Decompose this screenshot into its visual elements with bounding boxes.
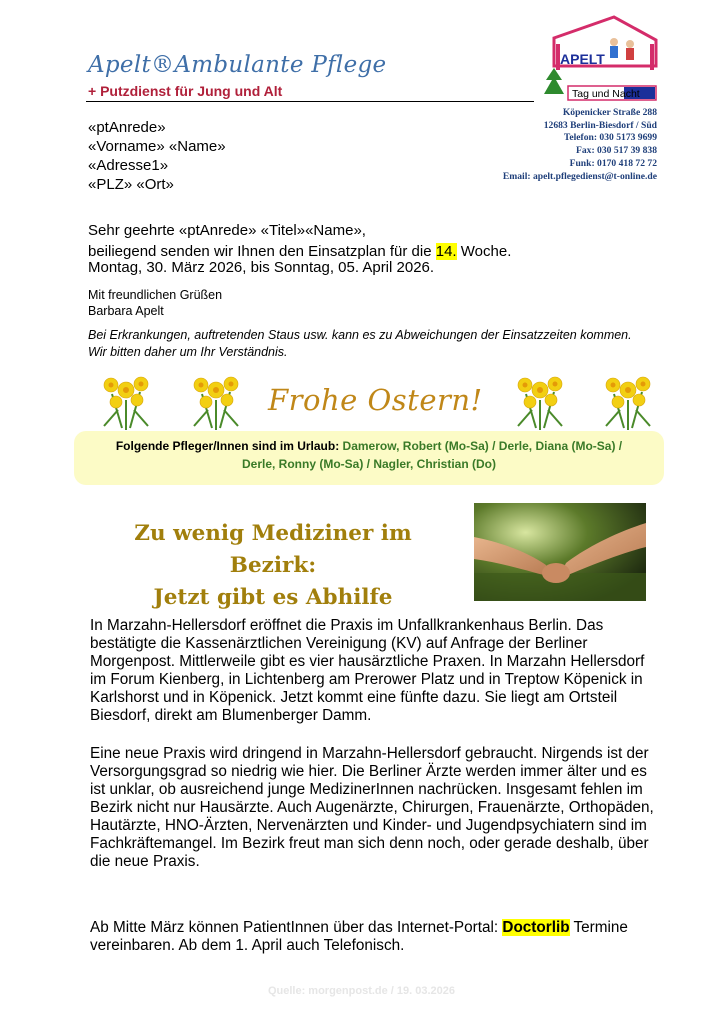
headline-line2: Jetzt gibt es Abhilfe: [153, 585, 393, 610]
recipient-address: [88, 118, 226, 194]
date-range: Montag, 30. März 2026, bis Sonntag, 05. April 2026.: [88, 259, 435, 276]
header-divider: [86, 101, 534, 102]
signature-block: [88, 288, 222, 319]
holiday-notice: [74, 437, 664, 473]
company-subtitle: + Putzdienst für Jung und Alt: [88, 83, 283, 99]
logo-tagline: Tag und Nacht: [572, 88, 640, 100]
letter-salutation: Sehr geehrte «ptAnrede» «Titel»«Name»,: [88, 222, 366, 239]
letter-intro: [88, 244, 511, 276]
company-logo: [540, 14, 660, 104]
p3-text-end: Termine vereinbaren. Ab dem 1. April auch Telefonisch.: [90, 919, 628, 954]
easter-greeting: Frohe Ostern!: [268, 383, 483, 417]
intro-suffix: Woche.: [456, 243, 512, 260]
article-headline: [88, 518, 458, 614]
article-paragraph-3: [90, 919, 660, 955]
delay-note: Bei Erkrankungen, auftretenden Staus usw. kann es zu Abweichungen der Einsatzzeiten kommen. Wir bitten daher um Ihr Verständnis.: [88, 328, 632, 359]
portal-name: Doctorlib: [502, 919, 570, 936]
contact-city: 12683 Berlin-Biesdorf / Süd: [543, 119, 657, 131]
closing: Mit freundlichen Grüßen: [88, 288, 223, 302]
contact-mobile: Funk: 0170 418 72 72: [569, 157, 657, 169]
signer-name: Barbara Apelt: [88, 303, 164, 318]
address-name: «Vorname» «Name»: [88, 138, 226, 155]
contact-street: Köpenicker Straße 288: [562, 107, 657, 118]
contact-block: [503, 107, 657, 183]
source-citation: Quelle: morgenpost.de / 19. 03.2026: [267, 985, 456, 997]
holiday-names-line1: Damerow, Robert (Mo-Sa) / Derle, Diana (Mo-Sa) /: [339, 439, 623, 453]
article-paragraph-1: In Marzahn-Hellersdorf eröffnet die Praxis im Unfallkrankenhaus Berlin. Das bestätigte die Kassenärztlichen Vereinigung (KV) auf Anfrage der Berliner Morgenpost. Mittlerweile gibt es vier hausärztliche Praxen. In Marzahn Hellersdorf im Forum Kienberg, in Lichtenberg am Prerower Platz und in Treptow Köpenick in Karlshorst und in Köpenick. Jetzt kommt eine fünfte dazu. Sie liegt am Ortsteil Biesdorf, direkt am Blumenberger Damm.: [90, 617, 645, 724]
week-number: 14.: [435, 243, 457, 260]
headline-line1: Zu wenig Mediziner im Bezirk:: [134, 521, 412, 578]
holiday-label: Folgende Pfleger/Innen sind im Urlaub:: [115, 439, 340, 453]
daffodil-icon: [188, 370, 244, 432]
daffodil-icon: [512, 370, 568, 432]
address-street: «Adresse1»: [88, 157, 169, 174]
contact-phone: Telefon: 030 5173 9699: [563, 132, 657, 144]
logo-name: APELT: [560, 51, 605, 67]
holiday-names-line2: Derle, Ronny (Mo-Sa) / Nagler, Christian (Do): [241, 457, 497, 471]
contact-email[interactable]: Email: apelt.pflegedienst@t-online.de: [502, 170, 657, 182]
address-city: «PLZ» «Ort»: [88, 176, 174, 193]
company-name: Apelt®Ambulante Pflege: [88, 52, 387, 78]
holding-hands-photo: [474, 503, 646, 601]
p3-text: Ab Mitte März können PatientInnen über das Internet-Portal:: [90, 919, 503, 936]
intro-text: beiliegend senden wir Ihnen den Einsatzplan für die: [88, 243, 436, 260]
contact-fax: Fax: 030 517 39 838: [575, 145, 657, 157]
address-salutation: «ptAnrede»: [88, 119, 166, 136]
daffodil-icon: [98, 370, 154, 432]
daffodil-icon: [600, 370, 656, 432]
article-paragraph-2: Eine neue Praxis wird dringend in Marzahn-Hellersdorf gebraucht. Nirgends ist der Versorgungsgrad so niedrig wie hier. Die Berliner Ärzte werden immer älter und es ist unklar, ob ausreichend junge MedizinerInnen nachrücken. Insgesamt fehlen im Bezirk nicht nur Hausärzte. Auch Augenärzte, Chirurgen, Frauenärzte, Orthopäden, Hautärzte, HNO-Ärzten, Nervenärzten und Kinder- und Jugendpsychiatern sind im Fachkräftemangel. Im Bezirk freut man sich denn noch, oder gerade deshalb, über die neue Praxis.: [90, 745, 654, 870]
